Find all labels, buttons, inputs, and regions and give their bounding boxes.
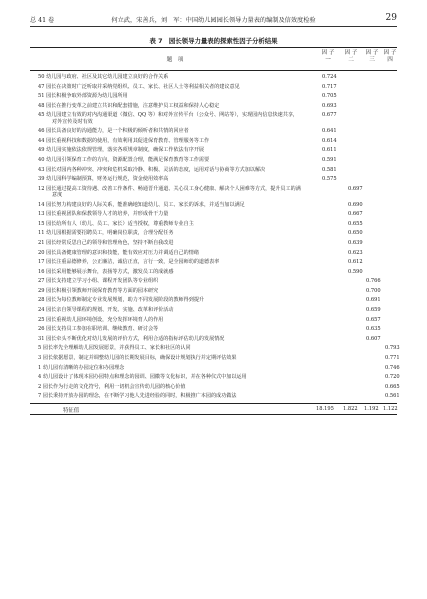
item-text: 7 园长秉持开放办园的理念，在不断学习他人先进经验的同时，积极推广本园的成功做法	[38, 393, 237, 400]
header-rule	[30, 26, 397, 27]
loading-factor-1: 0.611	[322, 147, 337, 154]
table-row	[30, 74, 397, 80]
item-text: 40 幼儿园引领保育工作的方向，资源配置合理，能满足保育教育等工作需要	[38, 156, 210, 163]
loading-factor-3: 0.657	[366, 316, 381, 323]
item-text: 2 园长作为行走的文化符号，利用一切机会宣传幼儿园的核心价值	[38, 383, 186, 390]
loading-factor-4: 0.771	[385, 355, 400, 362]
item-text: 43 园长对园内各种冲突、冲突和危机采取冷静、积极、灵活的态度，运用对话与协商等方式加以解决	[38, 166, 266, 173]
loading-factor-2: 0.667	[348, 211, 363, 218]
loading-factor-3: 0.635	[366, 326, 381, 333]
table-row	[30, 345, 400, 352]
table-row	[30, 93, 397, 99]
table-row	[30, 112, 397, 124]
loading-factor-2: 0.612	[348, 259, 363, 266]
eigenvalue-label: 特征值	[63, 408, 80, 414]
loading-factor-1: 0.581	[322, 166, 337, 173]
loading-factor-1: 0.677	[322, 112, 337, 119]
table-body	[30, 71, 400, 400]
loading-factor-1: 0.591	[322, 156, 337, 163]
table-row	[30, 307, 397, 313]
loading-factor-2: 0.623	[348, 249, 363, 256]
loading-factor-2: 0.639	[348, 239, 363, 246]
item-text: 50 幼儿园与政府、社区及其它幼儿园建立良好的合作关系	[38, 74, 169, 80]
item-text: 46 园长具备良好的沟通能力，是一个积极的倾听者和共情的回应者	[38, 128, 189, 135]
loading-factor-3: 0.607	[366, 335, 381, 342]
loading-factor-1: 0.724	[322, 74, 337, 80]
running-title: 何立武，宋善兵，刘 军：中国幼儿园园长领导力量表的编制及信效度检验	[111, 17, 316, 24]
item-text: 24 园长亲自领导课程的规划、开发、实施、改革和评价活动	[38, 307, 174, 314]
table-row	[30, 221, 397, 227]
table-row	[30, 167, 397, 173]
table-row	[30, 355, 400, 362]
item-text: 51 园长积极争取外部资源为幼儿园所用	[38, 93, 128, 100]
loading-factor-1: 0.641	[322, 128, 337, 135]
item-text: 27 园长支持建立学习小组、课程开发团队等专业组织	[38, 278, 159, 285]
loading-factor-1: 0.575	[322, 176, 337, 183]
table-row	[30, 103, 397, 109]
loading-factor-1: 0.614	[322, 137, 337, 144]
table-row	[30, 250, 397, 256]
item-text: 49 幼儿园实施依法依规管理，落实各项规章制度，确保工作依法有序开展	[38, 147, 205, 154]
item-text: 4 幼儿园设计了体现本园办园特点和理念的园训、园徽等文化标识，并在各种仪式中加以运用	[38, 374, 247, 381]
table-row	[30, 176, 397, 182]
column-header-factor-4: 因 子 四	[383, 50, 397, 63]
table-row	[30, 202, 397, 208]
page-number: 29	[385, 13, 397, 23]
item-text: 21 园长经常反思自己的领导和管理角色，坚持不断自我改进	[38, 239, 174, 246]
item-text: 14 园长努力构建良好的人际关系，能准确地知道幼儿、员工、家长的诉求，并适当加以满足	[38, 201, 245, 208]
table-row	[30, 374, 400, 381]
item-text: 16 园长采用能够展示舞台，表扬等方式，激发员工的成就感	[38, 268, 174, 275]
table-row	[30, 259, 397, 265]
loading-factor-4: 0.561	[385, 393, 400, 400]
loading-factor-1: 0.717	[322, 83, 337, 90]
loading-factor-4: 0.720	[385, 374, 400, 381]
table-row	[30, 326, 397, 332]
column-header-factor-1: 因 子 一	[321, 50, 335, 63]
item-text: 11 幼儿园根据需要招聘员工，明确岗位职责，合理分配任务	[38, 230, 174, 237]
eigenvalue-factor-3: 1.192	[364, 406, 379, 412]
table-row	[30, 317, 397, 323]
table-row	[30, 230, 397, 236]
table-row	[30, 336, 397, 342]
loading-factor-4: 0.793	[385, 345, 400, 352]
loading-factor-4: 0.665	[385, 383, 400, 390]
table-row	[30, 84, 397, 90]
loading-factor-2: 0.590	[348, 268, 363, 275]
eigenvalue-factor-1: 18.195	[316, 406, 334, 412]
eigenvalue-factor-2: 1.822	[343, 406, 358, 412]
table-header	[30, 48, 397, 70]
item-text: 15 园长给所有人（幼儿、员工、家长）适当授权，尊重教师专业自主	[38, 220, 194, 227]
table-row	[30, 147, 397, 153]
column-header-topic: 题 项	[166, 57, 184, 63]
item-text: 1 幼儿园有清晰的办园定位和办园理念	[38, 364, 125, 371]
item-text: 5 园长率先全理解幼儿园发展愿景，并获得员工、家长和社区的认同	[38, 345, 191, 352]
issue-label: 总 41 卷	[30, 17, 55, 24]
item-text: 13 园长重视团队和保教领导人才的培养，并形成骨干力量	[38, 211, 169, 218]
column-header-factor-2: 因 子 二	[344, 50, 358, 63]
item-text: 47 园长在决策时广泛听取并采纳党组织、员工、家长、社区人士等利益相关者的建议意见	[38, 83, 240, 90]
item-text: 28 园长为每位教师制定专业发展规划，助力不同发展阶段的教师得到提升	[38, 297, 205, 304]
item-text: 12 园长通过提高工资待遇、改善工作条件、畅通晋升通道、关心员工身心健康、解决个人困难等方式，提升员工的满意度	[38, 185, 301, 198]
loading-factor-3: 0.691	[366, 297, 381, 304]
item-text: 31 园长牵头不断优化对幼儿发展的评价方式，利用合适的指标评估幼儿的发展情况	[38, 335, 225, 342]
item-text: 44 园长重视科技和数据的使用，有效利用其促进保育教育、管理服务等工作	[38, 137, 210, 144]
column-header-factor-3: 因 子 三	[365, 50, 379, 63]
loading-factor-4: 0.746	[385, 364, 400, 371]
item-text: 20 园长具备健康管理的意识和技能，能有效应对压力并调适自己的情绪	[38, 249, 199, 256]
table-row	[30, 278, 397, 284]
loading-factor-2: 0.655	[348, 220, 363, 227]
item-text: 25 园长重视幼儿园环境创设，充分发挥环境育人的作用	[38, 316, 164, 323]
table-bottom-rule	[30, 414, 397, 415]
table-row	[30, 364, 400, 371]
table-row	[30, 138, 397, 144]
table-row	[30, 211, 397, 217]
table-row	[30, 393, 400, 400]
table-caption: 表 7 园长领导力量表的探索性因子分析结果	[149, 37, 278, 45]
table-row	[30, 240, 397, 246]
item-text: 26 园长支持员工参加在职培训、继续教育、研讨会等	[38, 326, 159, 333]
item-text: 48 园长在推行变革之前建立共识和配套措施，注意维护员工权益和保持人心稳定	[38, 102, 220, 109]
loading-factor-1: 0.693	[322, 102, 337, 109]
loading-factor-2: 0.650	[348, 230, 363, 237]
table-row	[30, 157, 397, 163]
loading-factor-2: 0.697	[348, 185, 363, 192]
table-row	[30, 383, 400, 390]
table-row	[30, 128, 397, 134]
loading-factor-3: 0.700	[366, 287, 381, 294]
factor-table	[30, 47, 400, 415]
item-text: 45 幼儿园建立有效的对内沟通渠道（微信、QQ 等）和对外宣传平台（公众号、网站等），实现园内信息快速共享，对外宣传及时有效	[38, 112, 299, 125]
loading-factor-3: 0.659	[366, 307, 381, 314]
item-text: 3 园长依据愿景，制定并调整幼儿园的长期发展目标，确保设计规划执行并定期评估效果	[38, 355, 237, 362]
eigenvalue-row	[30, 404, 397, 414]
table-row	[30, 186, 397, 198]
item-text: 29 园长积极引领教师开展保育教育等方面的园本研究	[38, 287, 159, 294]
item-text: 17 园长注重品德修养，公正廉洁，诚信正直，言行一致，是全园师幼的道德表率	[38, 259, 220, 266]
loading-factor-1: 0.705	[322, 93, 337, 100]
item-text: 39 幼儿园科学编制预算，财务运行规范，资金使用效率高	[38, 176, 169, 183]
loading-factor-3: 0.766	[366, 278, 381, 285]
table-row	[30, 297, 397, 303]
loading-factor-2: 0.690	[348, 201, 363, 208]
table-row	[30, 288, 397, 294]
running-header	[30, 13, 397, 25]
eigenvalue-factor-4: 1.122	[383, 406, 398, 412]
table-row	[30, 269, 397, 275]
